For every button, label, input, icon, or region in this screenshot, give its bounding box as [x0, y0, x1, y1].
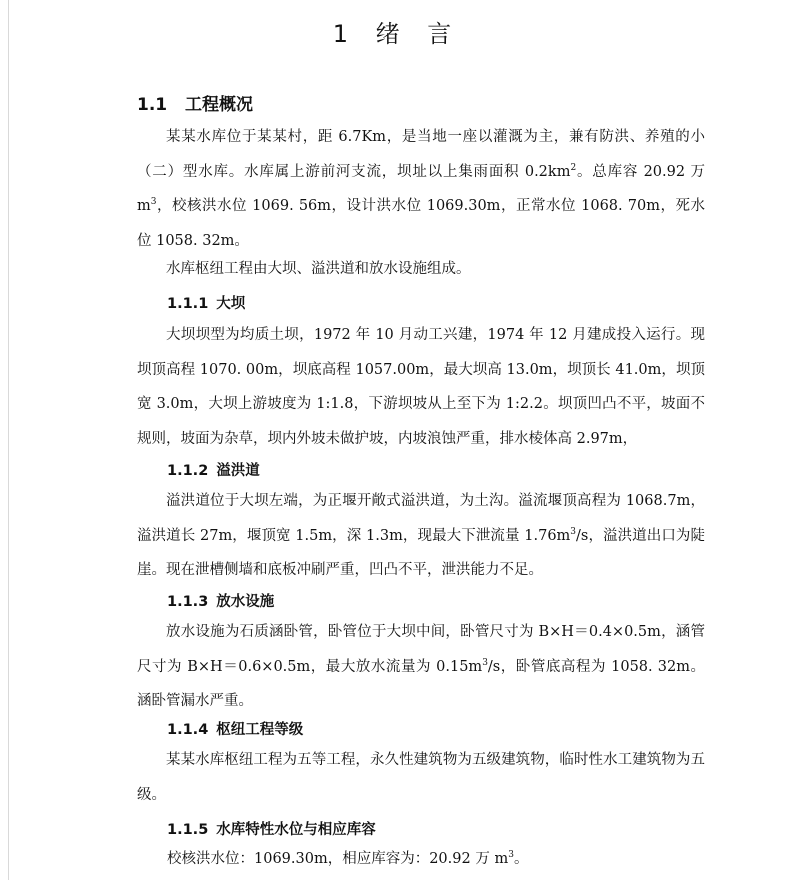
subsection-heading-1-1-4: 1.1.4 枢纽工程等级	[167, 722, 304, 738]
paragraph-outlet: 放水设施为石质涵卧管，卧管位于大坝中间，卧管尺寸为 B×H＝0.4×0.5m，涵管尺寸为 B×H＝0.6×0.5m，最大放水流量为 $0.15m^3/s$，卧管底高程为 1058. 32m。涵卧管漏水严重。	[137, 624, 705, 709]
subsection-heading-1-1-5: 1.1.5 水库特性水位与相应库容	[167, 822, 376, 838]
section-heading-1-1	[137, 90, 253, 115]
section-number: 1.1	[137, 95, 168, 115]
paragraph-components: 水库枢纽工程由大坝、溢洪道和放水设施组成。	[166, 261, 471, 277]
chapter-number: 1	[332, 20, 358, 48]
chapter-title	[0, 14, 794, 49]
page-edge-line	[8, 0, 9, 880]
paragraph-dam: 大坝坝型为均质土坝，1972 年 10 月动工兴建，1974 年 12 月建成投入运行。现坝顶高程 1070. 00m，坝底高程 1057.00m，最大坝高 13.0m，坝顶长 41.0m，坝顶宽 3.0m，大坝上游坡度为 1:1.8，下游坝坡从上至下为 1:2.2。坝顶凹凸不平，坡面不规则，坡面为杂草，坝内外坡未做护坡，内坡浪蚀严重，排水棱体高 2.97m，	[137, 327, 705, 447]
subsection-heading-1-1-1: 1.1.1 大坝	[167, 296, 246, 312]
paragraph-overview: 某某水库位于某某村，距 6.7Km，是当地一座以灌溉为主，兼有防洪、养殖的小（二）型水库。水库属上游前河支流，坝址以上集雨面积 $0.2km^2$。总库容 20.92 万 $m^3$，校核洪水位 1069. 56m，设计洪水位 1069.30m，正常水位 1068. 70m，死水位 1058. 32m。	[137, 129, 706, 249]
subsection-heading-1-1-3: 1.1.3 放水设施	[167, 594, 275, 610]
section-title: 工程概况	[185, 95, 253, 115]
paragraph-grade: 某某水库枢纽工程为五等工程，永久性建筑物为五级建筑物，临时性水工建筑物为五级。	[137, 752, 705, 803]
paragraph-water-levels: 校核洪水位：1069.30m，相应库容为：20.92 万 $m^3$。	[167, 850, 529, 867]
paragraph-spillway: 溢洪道位于大坝左端，为正堰开敞式溢洪道，为土沟。溢流堰顶高程为 1068.7m，溢洪道长 27m，堰顶宽 1.5m，深 1.3m，现最大下泄流量 $1.76m^3/s$，溢洪道出口为陡崖。现在泄槽侧墙和底板冲刷严重，凹凸不平，泄洪能力不足。	[137, 493, 705, 578]
subsection-heading-1-1-2: 1.1.2 溢洪道	[167, 463, 260, 479]
chapter-title-text: 绪 言	[375, 20, 462, 48]
